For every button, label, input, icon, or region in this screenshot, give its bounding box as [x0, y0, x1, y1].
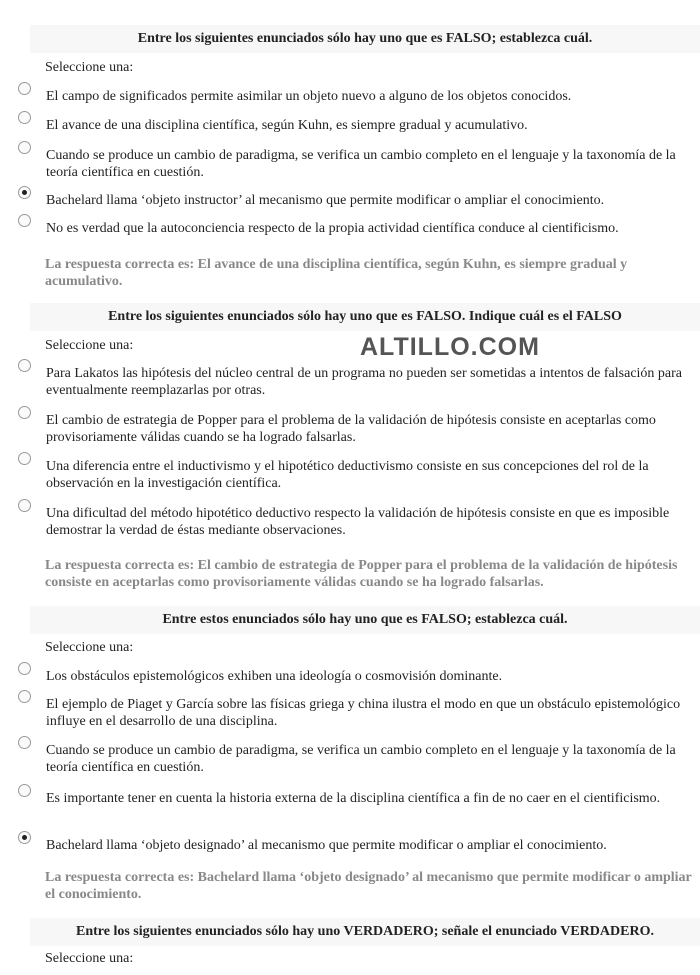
radio-button[interactable]	[18, 111, 31, 124]
option-text: El campo de significados permite asimilar un objeto nuevo a alguno de los objetos conocidos.	[46, 89, 572, 104]
answer-option[interactable]	[18, 88, 688, 105]
question-title: Entre los siguientes enunciados sólo hay uno VERDADERO; señale el enunciado VERDADERO.	[30, 918, 700, 946]
option-text: No es verdad que la autoconciencia respecto de la propia actividad científica conduce al cientificismo.	[46, 221, 619, 236]
correct-answer-feedback: La respuesta correcta es: El cambio de estrategia de Popper para el problema de la validación de hipótesis consiste en aceptarlas como provisoriamente válidas cuando se ha logrado falsarlas.	[45, 558, 678, 590]
select-label: Seleccione una:	[45, 60, 134, 75]
answer-option[interactable]	[18, 220, 688, 237]
select-label: Seleccione una:	[45, 951, 134, 966]
watermark: ALTILLO.COM	[360, 333, 540, 361]
radio-button[interactable]	[18, 452, 31, 465]
answer-option[interactable]	[18, 790, 688, 807]
radio-button[interactable]	[18, 186, 31, 199]
answer-option[interactable]	[18, 505, 688, 539]
question-title: Entre estos enunciados sólo hay uno que es FALSO; establezca cuál.	[30, 606, 700, 634]
radio-button[interactable]	[18, 499, 31, 512]
answer-option[interactable]	[18, 192, 688, 209]
option-text: El cambio de estrategia de Popper para el problema de la validación de hipótesis consiste en aceptarlas como provisoriamente válidas cuando se ha logrado falsarlas.	[46, 413, 656, 445]
option-text: Bachelard llama ‘objeto instructor’ al mecanismo que permite modificar o ampliar el conocimiento.	[46, 193, 605, 208]
select-label: Seleccione una:	[45, 338, 134, 353]
answer-option[interactable]	[18, 458, 688, 492]
option-text: Una dificultad del método hipotético deductivo respecto la validación de hipótesis consiste en que es imposible demostrar la verdad de éstas mediante observaciones.	[46, 506, 670, 538]
radio-button[interactable]	[18, 831, 31, 844]
answer-option[interactable]	[18, 365, 688, 399]
option-text: El ejemplo de Piaget y García sobre las físicas griega y china ilustra el modo en que un obstáculo epistemológico influye en el desarrollo de una disciplina.	[46, 697, 681, 729]
option-text: Bachelard llama ‘objeto designado’ al mecanismo que permite modificar o ampliar el conocimiento.	[46, 838, 607, 853]
radio-button[interactable]	[18, 736, 31, 749]
correct-answer-feedback: La respuesta correcta es: El avance de una disciplina científica, según Kuhn, es siempre gradual y acumulativo.	[45, 257, 628, 289]
option-text: El avance de una disciplina científica, según Kuhn, es siempre gradual y acumulativo.	[46, 118, 528, 133]
answer-option[interactable]	[18, 147, 688, 181]
radio-button[interactable]	[18, 784, 31, 797]
radio-button[interactable]	[18, 82, 31, 95]
answer-option[interactable]	[18, 837, 688, 854]
answer-option[interactable]	[18, 117, 688, 134]
radio-button[interactable]	[18, 662, 31, 675]
radio-button[interactable]	[18, 214, 31, 227]
option-text: Una diferencia entre el inductivismo y el hipotético deductivismo consiste en sus concepciones del rol de la observación en la investigación científica.	[46, 459, 649, 491]
radio-button[interactable]	[18, 141, 31, 154]
option-text: Los obstáculos epistemológicos exhiben una ideología o cosmovisión dominante.	[46, 669, 503, 684]
question-title: Entre los siguientes enunciados sólo hay uno que es FALSO. Indique cuál es el FALSO	[30, 303, 700, 331]
radio-button[interactable]	[18, 359, 31, 372]
correct-answer-feedback: La respuesta correcta es: Bachelard llama ‘objeto designado’ al mecanismo que permite modificar o ampliar el conocimiento.	[45, 870, 692, 902]
radio-button[interactable]	[18, 690, 31, 703]
option-text: Para Lakatos las hipótesis del núcleo central de un programa no pueden ser sometidas a intentos de falsación para eventualmente reemplazarlas por otras.	[46, 366, 683, 398]
option-text: Es importante tener en cuenta la historia externa de la disciplina científica a fin de no caer en el cientificismo.	[46, 791, 661, 806]
answer-option[interactable]	[18, 668, 688, 685]
option-text: Cuando se produce un cambio de paradigma, se verifica un cambio completo en el lenguaje y la taxonomía de la teoría científica en cuestión.	[46, 743, 676, 775]
select-label: Seleccione una:	[45, 640, 134, 655]
radio-button[interactable]	[18, 406, 31, 419]
answer-option[interactable]	[18, 742, 688, 776]
answer-option[interactable]	[18, 696, 688, 730]
answer-option[interactable]	[18, 412, 688, 446]
option-text: Cuando se produce un cambio de paradigma, se verifica un cambio completo en el lenguaje y la taxonomía de la teoría científica en cuestión.	[46, 148, 676, 180]
question-title: Entre los siguientes enunciados sólo hay uno que es FALSO; establezca cuál.	[30, 25, 700, 53]
